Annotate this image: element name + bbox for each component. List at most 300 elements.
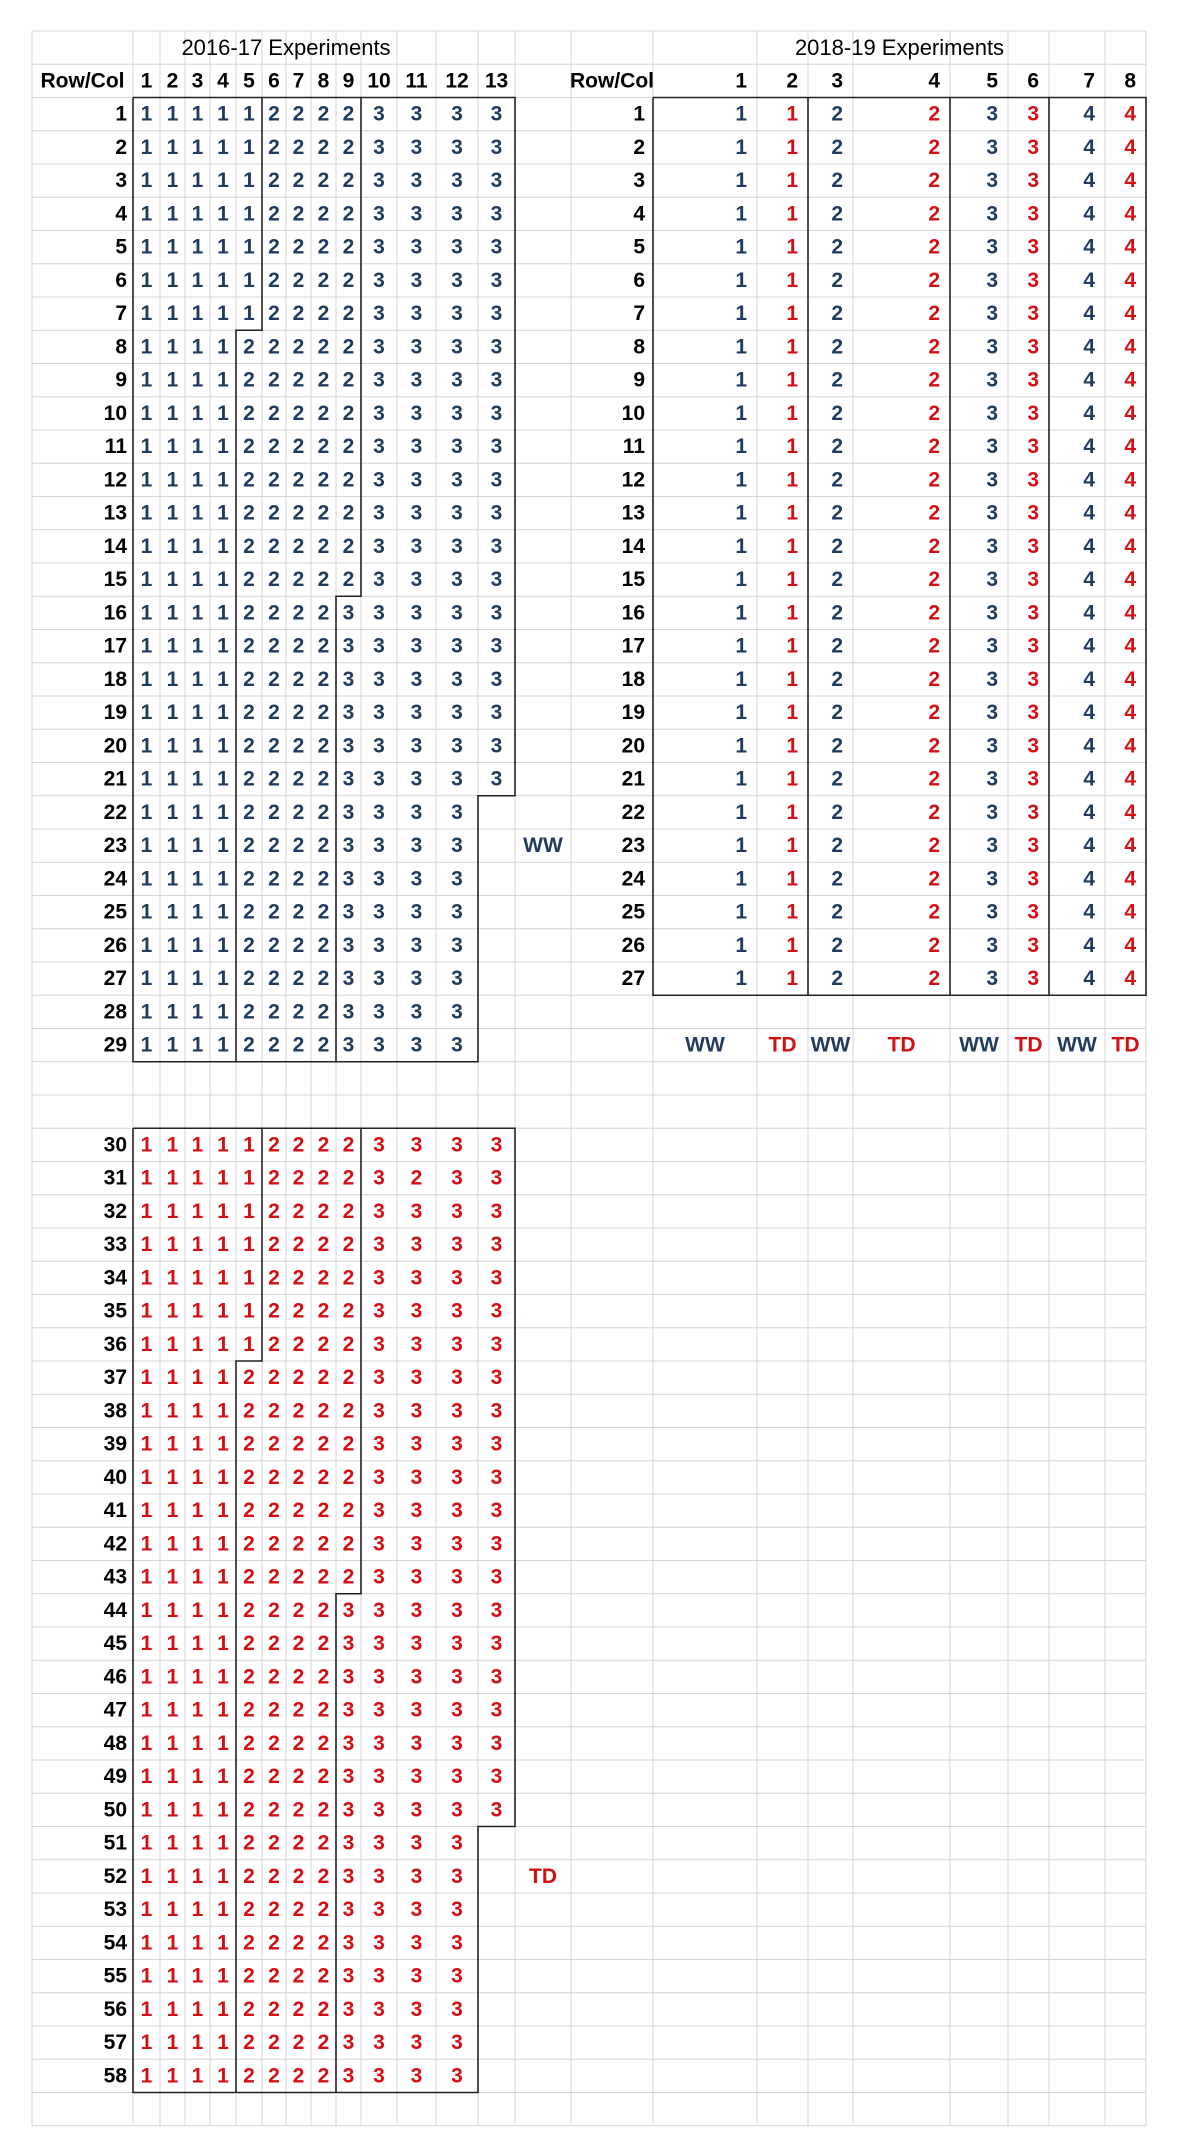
ww-cell-value: 3: [342, 834, 355, 858]
td-cell-value: 1: [217, 1931, 229, 1955]
td-cell-value: 3: [490, 1765, 503, 1789]
td-cell-value: 2: [292, 1432, 305, 1456]
td-cell-value: 2: [243, 1765, 255, 1789]
ww-cell-value: 3: [373, 534, 385, 558]
ww-cell-value: 3: [373, 734, 385, 758]
td-cell-value: 3: [373, 1133, 385, 1157]
td-row-label: 53: [103, 1898, 127, 1922]
ww-cell-value: 1: [191, 1033, 204, 1057]
exp2-cell-value: 2: [928, 135, 940, 159]
td-cell-value: 2: [317, 1399, 330, 1423]
exp2-cell-value: 2: [831, 767, 843, 791]
td-cell-value: 2: [292, 1698, 305, 1722]
exp2-cell-value: 4: [1124, 800, 1136, 824]
ww-cell-value: 3: [410, 767, 423, 791]
ww-cell-value: 2: [292, 302, 305, 326]
ww-cell-value: 2: [268, 967, 280, 991]
td-cell-value: 1: [217, 1864, 229, 1888]
td-row-label: 55: [103, 1964, 127, 1988]
td-cell-value: 3: [490, 1366, 503, 1390]
td-row-label: 42: [103, 1532, 127, 1556]
td-cell-value: 3: [410, 2031, 423, 2055]
ww-cell-value: 2: [268, 401, 280, 425]
exp2-cell-value: 3: [1027, 335, 1039, 359]
exp2-block-outline: [653, 98, 1146, 996]
td-cell-value: 2: [243, 1731, 255, 1755]
ww-cell-value: 3: [451, 102, 463, 126]
ww-cell-value: 2: [243, 900, 255, 924]
exp2-cell-value: 4: [1083, 135, 1095, 159]
td-cell-value: 1: [217, 1133, 229, 1157]
exp2-cell-value: 4: [1124, 834, 1136, 858]
ww-cell-value: 1: [166, 202, 179, 226]
ww-cell-value: 3: [451, 534, 463, 558]
ww-cell-value: 3: [451, 501, 463, 525]
exp2-cell-value: 2: [928, 867, 940, 891]
td-cell-value: 2: [243, 1366, 255, 1390]
td-cell-value: 2: [292, 1499, 305, 1523]
exp2-cell-value: 1: [786, 767, 798, 791]
td-cell-value: 2: [292, 1166, 305, 1190]
ww-cell-value: 2: [243, 401, 255, 425]
ww-cell-value: 2: [268, 800, 280, 824]
ww-cell-value: 3: [490, 368, 503, 392]
exp2-cell-value: 1: [786, 900, 798, 924]
ww-cell-value: 2: [292, 368, 305, 392]
td-cell-value: 3: [373, 1765, 385, 1789]
ww-cell-value: 2: [292, 834, 305, 858]
ww-cell-value: 1: [166, 667, 179, 691]
ww-cell-value: 3: [373, 368, 385, 392]
ww-cell-value: 2: [317, 102, 330, 126]
ww-cell-value: 3: [451, 202, 463, 226]
td-cell-value: 1: [217, 1565, 229, 1589]
exp2-col-header: 3: [831, 69, 843, 93]
td-cell-value: 1: [140, 1133, 153, 1157]
ww-cell-value: 1: [166, 368, 179, 392]
ww-row-label: 11: [104, 435, 127, 459]
ww-cell-value: 1: [140, 335, 153, 359]
ww-cell-value: 3: [373, 967, 385, 991]
td-row-label: 45: [103, 1632, 127, 1656]
ww-cell-value: 2: [243, 967, 255, 991]
ww-cell-value: 1: [140, 468, 153, 492]
ww-cell-value: 1: [191, 601, 204, 625]
td-block-label: TD: [529, 1864, 557, 1888]
ww-cell-value: 3: [410, 701, 423, 725]
ww-cell-value: 1: [140, 368, 153, 392]
ww-cell-value: 3: [451, 601, 463, 625]
td-cell-value: 1: [191, 1565, 204, 1589]
ww-cell-value: 2: [342, 235, 355, 259]
td-cell-value: 2: [317, 1898, 330, 1922]
exp2-cell-value: 2: [831, 202, 843, 226]
ww-cell-value: 3: [451, 867, 463, 891]
ww-cell-value: 2: [292, 135, 305, 159]
ww-cell-value: 2: [243, 867, 255, 891]
ww-cell-value: 3: [342, 767, 355, 791]
td-cell-value: 2: [317, 1366, 330, 1390]
ww-cell-value: 2: [317, 1000, 330, 1024]
ww-cell-value: 1: [217, 501, 229, 525]
ww-row-label: 21: [103, 767, 127, 791]
td-cell-value: 2: [268, 1199, 280, 1223]
exp2-row-label: 26: [621, 933, 645, 957]
td-cell-value: 2: [317, 2031, 330, 2055]
td-cell-value: 2: [292, 1366, 305, 1390]
exp2-cell-value: 3: [986, 368, 998, 392]
exp2-row-label: 3: [633, 169, 645, 193]
td-cell-value: 2: [243, 1997, 255, 2021]
ww-cell-value: 3: [373, 302, 385, 326]
ww-cell-value: 3: [451, 1033, 463, 1057]
td-cell-value: 1: [140, 1598, 153, 1622]
td-cell-value: 3: [373, 1565, 385, 1589]
td-row-label: 39: [103, 1432, 127, 1456]
ww-cell-value: 3: [410, 135, 423, 159]
ww-cell-value: 1: [166, 767, 179, 791]
td-cell-value: 2: [317, 1997, 330, 2021]
ww-cell-value: 3: [342, 734, 355, 758]
td-cell-value: 1: [243, 1266, 255, 1290]
exp2-cell-value: 1: [735, 767, 747, 791]
ww-cell-value: 2: [268, 667, 280, 691]
td-cell-value: 1: [243, 1299, 255, 1323]
exp2-cell-value: 2: [928, 933, 940, 957]
exp2-cell-value: 2: [831, 967, 843, 991]
td-cell-value: 3: [451, 1698, 463, 1722]
exp2-cell-value: 1: [786, 401, 798, 425]
td-cell-value: 3: [451, 1831, 463, 1855]
ww-cell-value: 3: [451, 933, 463, 957]
exp2-row-label: 23: [621, 834, 645, 858]
exp2-row-label: 20: [621, 734, 645, 758]
ww-cell-value: 3: [490, 468, 503, 492]
ww-cell-value: 3: [373, 834, 385, 858]
ww-cell-value: 3: [342, 634, 355, 658]
exp2-treatment-label: TD: [1111, 1033, 1140, 1057]
ww-cell-value: 1: [191, 967, 204, 991]
ww-cell-value: 2: [243, 368, 255, 392]
ww-cell-value: 1: [191, 634, 204, 658]
td-cell-value: 1: [166, 1898, 179, 1922]
exp2-cell-value: 2: [831, 268, 843, 292]
ww-cell-value: 2: [268, 767, 280, 791]
td-cell-value: 3: [451, 1399, 463, 1423]
exp2-cell-value: 1: [735, 335, 747, 359]
td-cell-value: 3: [490, 1532, 503, 1556]
td-cell-value: 3: [410, 1997, 423, 2021]
exp2-cell-value: 1: [735, 967, 747, 991]
td-cell-value: 1: [217, 1731, 229, 1755]
ww-cell-value: 3: [451, 1000, 463, 1024]
td-cell-value: 2: [292, 1898, 305, 1922]
td-cell-value: 2: [243, 1532, 255, 1556]
ww-cell-value: 2: [292, 900, 305, 924]
td-cell-value: 2: [243, 1399, 255, 1423]
td-cell-value: 3: [373, 1199, 385, 1223]
ww-cell-value: 2: [268, 235, 280, 259]
td-cell-value: 1: [217, 1964, 229, 1988]
exp2-cell-value: 1: [786, 601, 798, 625]
exp2-cell-value: 3: [1027, 767, 1039, 791]
exp2-col-header: 2: [786, 69, 798, 93]
td-cell-value: 1: [217, 2031, 229, 2055]
ww-cell-value: 2: [243, 634, 255, 658]
td-cell-value: 2: [317, 1931, 330, 1955]
exp2-cell-value: 4: [1083, 435, 1095, 459]
exp2-cell-value: 2: [928, 667, 940, 691]
ww-cell-value: 3: [490, 102, 503, 126]
td-cell-value: 1: [191, 1698, 204, 1722]
exp2-cell-value: 2: [831, 933, 843, 957]
td-cell-value: 3: [410, 1299, 423, 1323]
td-cell-value: 3: [451, 1931, 463, 1955]
exp2-cell-value: 1: [735, 867, 747, 891]
exp2-cell-value: 1: [786, 235, 798, 259]
ww-row-label: 24: [103, 867, 127, 891]
ww-cell-value: 2: [317, 867, 330, 891]
exp2-cell-value: 2: [928, 601, 940, 625]
exp2-cell-value: 3: [1027, 302, 1039, 326]
ww-cell-value: 3: [410, 534, 423, 558]
ww-cell-value: 2: [292, 967, 305, 991]
ww-row-label: 5: [115, 235, 127, 259]
ww-cell-value: 2: [268, 135, 280, 159]
td-cell-value: 2: [243, 1598, 255, 1622]
exp2-cell-value: 3: [986, 601, 998, 625]
exp2-cell-value: 2: [928, 102, 940, 126]
td-cell-value: 2: [268, 1665, 280, 1689]
exp2-col-header: 6: [1027, 69, 1039, 93]
exp2-cell-value: 4: [1083, 701, 1095, 725]
ww-cell-value: 3: [451, 169, 463, 193]
ww-cell-value: 3: [373, 235, 385, 259]
ww-cell-value: 3: [410, 634, 423, 658]
exp2-cell-value: 1: [786, 268, 798, 292]
td-row-label: 33: [103, 1233, 127, 1257]
ww-cell-value: 3: [373, 501, 385, 525]
exp2-cell-value: 3: [986, 468, 998, 492]
ww-cell-value: 1: [140, 933, 153, 957]
ww-cell-value: 2: [342, 169, 355, 193]
ww-cell-value: 2: [342, 268, 355, 292]
exp2-cell-value: 4: [1083, 834, 1095, 858]
ww-cell-value: 3: [373, 634, 385, 658]
exp2-cell-value: 2: [928, 967, 940, 991]
td-cell-value: 3: [490, 1432, 503, 1456]
exp2-cell-value: 4: [1083, 601, 1095, 625]
td-cell-value: 3: [490, 1698, 503, 1722]
ww-cell-value: 1: [140, 102, 153, 126]
td-cell-value: 1: [140, 1233, 153, 1257]
ww-cell-value: 1: [166, 1000, 179, 1024]
td-cell-value: 3: [373, 1997, 385, 2021]
td-cell-value: 1: [191, 1266, 204, 1290]
td-cell-value: 3: [410, 1665, 423, 1689]
ww-cell-value: 3: [490, 534, 503, 558]
td-cell-value: 2: [243, 2031, 255, 2055]
ww-cell-value: 2: [317, 235, 330, 259]
exp2-cell-value: 3: [986, 401, 998, 425]
exp2-col-header: 5: [986, 69, 998, 93]
td-cell-value: 3: [451, 2031, 463, 2055]
ww-cell-value: 1: [217, 335, 229, 359]
ww-cell-value: 2: [317, 834, 330, 858]
td-cell-value: 1: [166, 1465, 179, 1489]
ww-cell-value: 1: [243, 169, 255, 193]
exp2-cell-value: 4: [1083, 202, 1095, 226]
td-cell-value: 2: [317, 1532, 330, 1556]
ww-cell-value: 1: [243, 268, 255, 292]
ww-cell-value: 2: [243, 800, 255, 824]
ww-cell-value: 1: [166, 135, 179, 159]
ww-cell-value: 2: [292, 534, 305, 558]
exp2-cell-value: 3: [986, 701, 998, 725]
ww-cell-value: 2: [268, 900, 280, 924]
ww-cell-value: 1: [191, 734, 204, 758]
exp2-cell-value: 4: [1083, 102, 1095, 126]
exp2-cell-value: 1: [735, 435, 747, 459]
ww-cell-value: 2: [317, 135, 330, 159]
ww-cell-value: 1: [191, 534, 204, 558]
td-cell-value: 1: [243, 1332, 255, 1356]
ww-cell-value: 1: [140, 169, 153, 193]
ww-cell-value: 3: [373, 767, 385, 791]
td-cell-value: 1: [166, 1499, 179, 1523]
exp2-cell-value: 4: [1124, 601, 1136, 625]
td-cell-value: 1: [217, 1266, 229, 1290]
exp2-cell-value: 4: [1124, 667, 1136, 691]
exp2-row-label: 8: [633, 335, 645, 359]
exp2-cell-value: 2: [928, 534, 940, 558]
ww-cell-value: 2: [292, 268, 305, 292]
ww-cell-value: 3: [342, 900, 355, 924]
td-cell-value: 2: [317, 2064, 330, 2088]
td-row-label: 56: [103, 1997, 127, 2021]
exp2-row-label: 24: [621, 867, 645, 891]
td-cell-value: 2: [268, 1931, 280, 1955]
td-cell-value: 3: [373, 1432, 385, 1456]
td-cell-value: 3: [373, 1731, 385, 1755]
ww-cell-value: 1: [140, 834, 153, 858]
td-cell-value: 2: [268, 1765, 280, 1789]
td-cell-value: 2: [342, 1499, 355, 1523]
ww-cell-value: 2: [317, 634, 330, 658]
td-cell-value: 1: [166, 1964, 179, 1988]
ww-cell-value: 2: [243, 468, 255, 492]
td-cell-value: 2: [292, 1798, 305, 1822]
ww-cell-value: 3: [410, 834, 423, 858]
td-row-label: 40: [103, 1465, 127, 1489]
td-cell-value: 1: [166, 1565, 179, 1589]
exp2-cell-value: 3: [986, 501, 998, 525]
td-cell-value: 1: [166, 1233, 179, 1257]
exp2-cell-value: 4: [1083, 302, 1095, 326]
td-cell-value: 2: [243, 1465, 255, 1489]
td-cell-value: 1: [166, 1366, 179, 1390]
exp2-cell-value: 2: [831, 867, 843, 891]
td-cell-value: 1: [191, 1665, 204, 1689]
ww-cell-value: 1: [217, 135, 229, 159]
td-cell-value: 1: [217, 1532, 229, 1556]
exp2-cell-value: 4: [1124, 534, 1136, 558]
ww-cell-value: 2: [292, 202, 305, 226]
td-cell-value: 3: [373, 1798, 385, 1822]
exp2-cell-value: 1: [735, 135, 747, 159]
exp2-cell-value: 4: [1083, 634, 1095, 658]
ww-cell-value: 2: [317, 169, 330, 193]
ww-cell-value: 1: [191, 302, 204, 326]
exp2-cell-value: 2: [831, 667, 843, 691]
td-cell-value: 1: [217, 2064, 229, 2088]
ww-cell-value: 3: [410, 867, 423, 891]
exp2-cell-value: 1: [786, 800, 798, 824]
exp2-cell-value: 2: [928, 501, 940, 525]
ww-cell-value: 2: [317, 401, 330, 425]
exp2-cell-value: 4: [1083, 368, 1095, 392]
exp2-cell-value: 2: [928, 169, 940, 193]
ww-row-label: 13: [103, 501, 127, 525]
ww-cell-value: 1: [140, 302, 153, 326]
ww-cell-value: 2: [243, 335, 255, 359]
ww-row-label: 16: [103, 601, 127, 625]
td-cell-value: 2: [268, 1133, 280, 1157]
ww-cell-value: 2: [342, 302, 355, 326]
td-cell-value: 1: [191, 1233, 204, 1257]
exp2-cell-value: 4: [1124, 767, 1136, 791]
exp2-cell-value: 3: [986, 534, 998, 558]
td-cell-value: 3: [373, 1499, 385, 1523]
exp2-cell-value: 4: [1083, 734, 1095, 758]
ww-row-label: 14: [103, 534, 127, 558]
td-row-label: 48: [103, 1731, 127, 1755]
exp2-cell-value: 1: [786, 834, 798, 858]
td-cell-value: 2: [342, 1266, 355, 1290]
exp2-cell-value: 3: [986, 102, 998, 126]
exp2-cell-value: 2: [831, 601, 843, 625]
ww-cell-value: 3: [410, 268, 423, 292]
td-cell-value: 2: [292, 1964, 305, 1988]
ww-cell-value: 1: [217, 800, 229, 824]
td-cell-value: 1: [140, 2031, 153, 2055]
ww-cell-value: 2: [292, 335, 305, 359]
exp2-row-label: 22: [621, 800, 645, 824]
td-cell-value: 2: [268, 1499, 280, 1523]
ww-cell-value: 1: [191, 268, 204, 292]
ww-cell-value: 2: [317, 667, 330, 691]
exp2-cell-value: 3: [1027, 368, 1039, 392]
exp2-cell-value: 3: [986, 268, 998, 292]
ww-cell-value: 2: [243, 534, 255, 558]
td-cell-value: 2: [342, 1166, 355, 1190]
ww-cell-value: 1: [243, 235, 255, 259]
exp2-cell-value: 3: [986, 235, 998, 259]
ww-cell-value: 3: [490, 667, 503, 691]
ww-cell-value: 3: [451, 235, 463, 259]
exp2-treatment-label: WW: [810, 1033, 851, 1057]
td-cell-value: 1: [140, 1997, 153, 2021]
exp2-cell-value: 3: [1027, 867, 1039, 891]
ww-cell-value: 1: [217, 701, 229, 725]
exp2-cell-value: 3: [986, 335, 998, 359]
exp2-cell-value: 2: [831, 900, 843, 924]
exp2-cell-value: 1: [786, 102, 798, 126]
ww-cell-value: 2: [268, 734, 280, 758]
ww-cell-value: 1: [140, 701, 153, 725]
ww-cell-value: 3: [410, 102, 423, 126]
exp2-cell-value: 2: [831, 568, 843, 592]
